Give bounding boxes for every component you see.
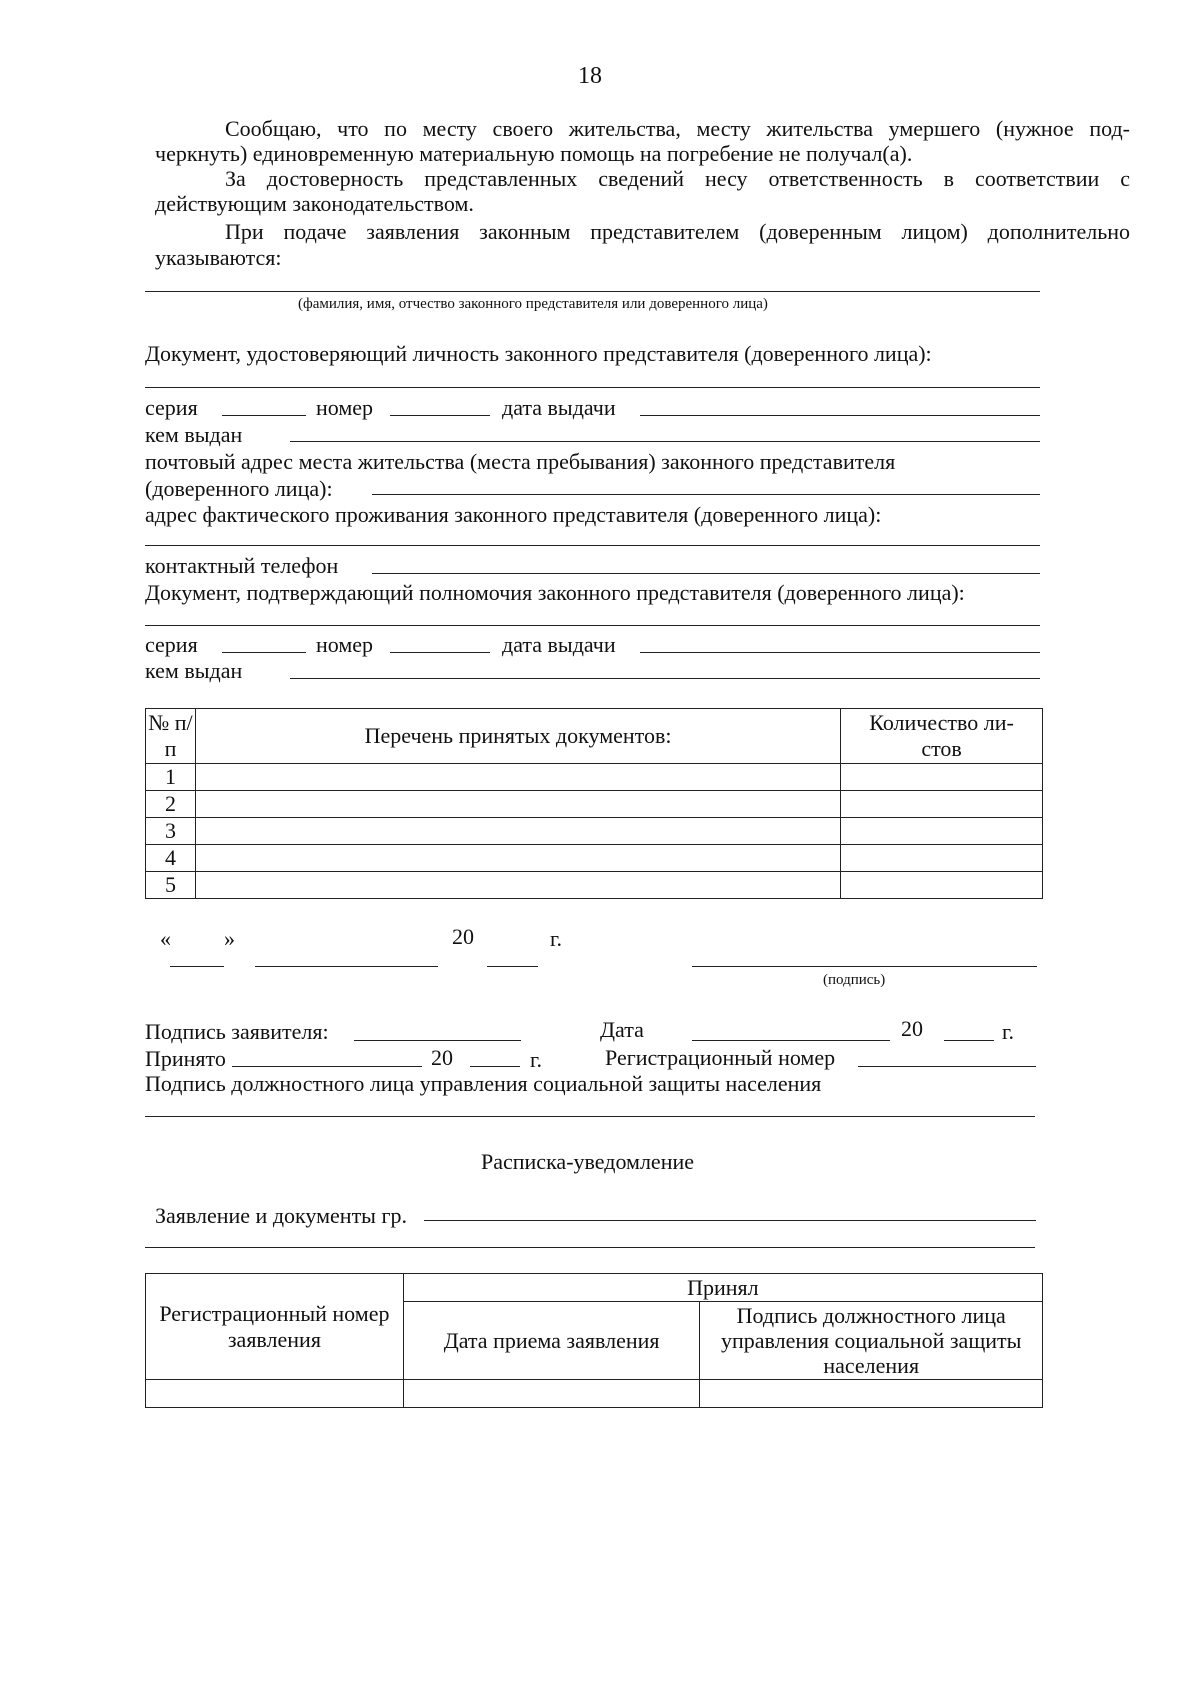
receipt-text: Заявление и документы гр.	[155, 1203, 407, 1228]
date-year-suffix: г.	[550, 926, 563, 951]
authority-document-field[interactable]	[145, 625, 1040, 626]
table-row	[146, 764, 1043, 791]
document-name-cell[interactable]	[195, 791, 840, 818]
phone-label: контактный телефон	[145, 553, 339, 578]
table-row	[146, 818, 1043, 845]
actual-address-field[interactable]	[145, 545, 1040, 546]
representative-name-caption: (фамилия, имя, отчество законного представителя или доверенного лица)	[298, 296, 768, 312]
date-close-quote: »	[224, 926, 235, 951]
identity-series-field[interactable]	[222, 415, 306, 416]
row-number: 3	[146, 818, 196, 845]
document-name-cell[interactable]	[195, 845, 840, 872]
authority-number-label: номер	[316, 632, 374, 657]
official-signature-field[interactable]	[145, 1116, 1035, 1117]
receipt-signature-cell[interactable]	[700, 1380, 1043, 1408]
authority-issued-by-field[interactable]	[290, 678, 1040, 679]
registration-number-field[interactable]	[858, 1066, 1036, 1067]
identity-issue-date-field[interactable]	[640, 415, 1040, 416]
signature-caption: (подпись)	[823, 972, 886, 988]
application-year-prefix: 20	[901, 1016, 923, 1041]
application-date-label: Дата	[600, 1017, 644, 1042]
authority-series-label: серия	[145, 632, 198, 657]
application-date-field[interactable]	[692, 1040, 890, 1041]
day-field[interactable]	[170, 966, 224, 967]
applicant-signature-field[interactable]	[354, 1040, 521, 1041]
documents-col-list: Перечень принятых документов:	[195, 709, 840, 764]
sheets-count-cell[interactable]	[841, 845, 1043, 872]
table-row	[146, 845, 1043, 872]
receipt-citizen-name-field[interactable]	[424, 1220, 1036, 1221]
receipt-table-header-top	[146, 1274, 1043, 1302]
paragraph-no-aid-line1: Сообщаю, что по месту своего жительства, месту жительства умершего (нужное под-	[225, 116, 1130, 141]
page-number: 18	[578, 63, 602, 89]
receipt-col-date: Дата приема заявления	[403, 1302, 700, 1380]
authority-issue-date-label: дата выдачи	[502, 632, 616, 657]
sheets-count-cell[interactable]	[841, 872, 1043, 899]
phone-field[interactable]	[372, 573, 1040, 574]
row-number: 4	[146, 845, 196, 872]
table-row	[146, 791, 1043, 818]
documents-col-number: № п/п	[146, 709, 196, 764]
receipt-registration-number-cell[interactable]	[146, 1380, 404, 1408]
date-open-quote: «	[160, 926, 171, 951]
application-year-suffix: г.	[1002, 1019, 1015, 1044]
sheets-count-cell[interactable]	[841, 764, 1043, 791]
registration-number-label: Регистрационный номер	[605, 1045, 836, 1070]
representative-name-field[interactable]	[145, 291, 1040, 292]
official-signature-label: Подпись должностного лица управления социальной защиты населения	[145, 1071, 822, 1096]
row-number: 1	[146, 764, 196, 791]
receipt-col-registration: Регистрационный номер заявления	[146, 1274, 404, 1380]
table-row	[146, 1380, 1043, 1408]
receipt-title: Расписка-уведомление	[481, 1149, 695, 1174]
receipt-table	[145, 1273, 1043, 1408]
row-number: 5	[146, 872, 196, 899]
document-name-cell[interactable]	[195, 872, 840, 899]
postal-address-label-line2: (доверенного лица):	[145, 476, 333, 501]
paragraph-no-aid-line2: черкнуть) единовременную материальную помощь на погребение не получал(а).	[155, 141, 913, 166]
paragraph-representative-line2: указываются:	[155, 245, 282, 270]
accepted-year-prefix: 20	[431, 1045, 453, 1070]
accepted-documents-table	[145, 708, 1043, 899]
receipt-citizen-name-field-2[interactable]	[145, 1247, 1035, 1248]
authority-series-field[interactable]	[222, 652, 306, 653]
identity-issued-by-label: кем выдан	[145, 422, 243, 447]
application-year-field[interactable]	[944, 1040, 994, 1041]
accepted-year-field[interactable]	[470, 1066, 520, 1067]
documents-col-sheets: Количество ли- стов	[841, 709, 1043, 764]
row-number: 2	[146, 791, 196, 818]
accepted-year-suffix: г.	[530, 1047, 543, 1072]
date-year-prefix: 20	[452, 924, 474, 949]
paragraph-responsibility-line1: За достоверность представленных сведений несу ответственность в соответствии с	[225, 166, 1130, 191]
receipt-col-signature: Подпись должностного лица управления социальной защиты населения	[700, 1302, 1043, 1380]
applicant-signature-label: Подпись заявителя:	[145, 1019, 329, 1044]
receipt-accepted-header: Принял	[403, 1274, 1042, 1302]
sheets-count-cell[interactable]	[841, 818, 1043, 845]
authority-number-field[interactable]	[390, 652, 490, 653]
identity-number-field[interactable]	[390, 415, 490, 416]
authority-issue-date-field[interactable]	[640, 652, 1040, 653]
actual-address-label: адрес фактического проживания законного представителя (доверенного лица):	[145, 502, 882, 527]
sheets-count-cell[interactable]	[841, 791, 1043, 818]
month-field[interactable]	[255, 966, 438, 967]
table-row	[146, 872, 1043, 899]
postal-address-field[interactable]	[372, 494, 1040, 495]
year-field[interactable]	[487, 966, 538, 967]
identity-number-label: номер	[316, 395, 374, 420]
receipt-date-cell[interactable]	[403, 1380, 700, 1408]
identity-document-field[interactable]	[145, 387, 1040, 388]
postal-address-label-line1: почтовый адрес места жительства (места пребывания) законного представителя	[145, 449, 896, 474]
signature-field[interactable]	[692, 966, 1037, 967]
identity-series-label: серия	[145, 395, 198, 420]
document-name-cell[interactable]	[195, 764, 840, 791]
documents-table-header	[146, 709, 1043, 764]
accepted-label: Принято	[145, 1046, 226, 1071]
identity-document-label: Документ, удостоверяющий личность законного представителя (доверенного лица):	[145, 341, 932, 366]
identity-issue-date-label: дата выдачи	[502, 395, 616, 420]
identity-issued-by-field[interactable]	[290, 441, 1040, 442]
authority-issued-by-label: кем выдан	[145, 658, 243, 683]
paragraph-responsibility-line2: действующим законодательством.	[155, 191, 474, 216]
document-name-cell[interactable]	[195, 818, 840, 845]
authority-document-label: Документ, подтверждающий полномочия законного представителя (доверенного лица):	[145, 580, 965, 605]
accepted-date-field[interactable]	[232, 1066, 422, 1067]
paragraph-representative-line1: При подаче заявления законным представителем (доверенным лицом) дополнительно	[225, 219, 1130, 244]
